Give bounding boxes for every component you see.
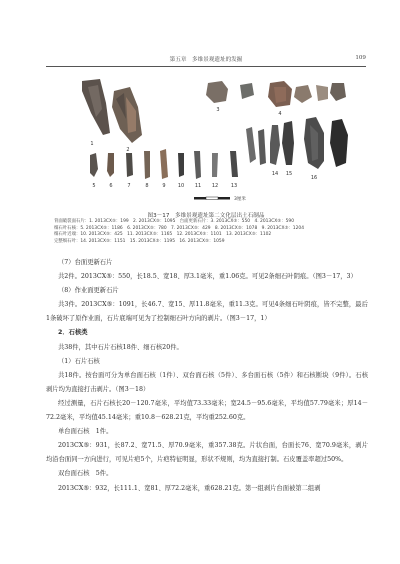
artifact-9-image: [160, 149, 168, 179]
figure-number-label: 16: [310, 175, 318, 181]
chapter-title: 第五章 多维景观遗址的发掘: [169, 57, 243, 63]
paragraph: 经过测量，石片石核长20－120.7毫米，平均值73.33毫米；宽24.5－95.6毫米，平均值57.79毫米；厚14－72.2毫米，平均值45.14毫米；重10.8－628.21克，平均重252.60克。: [46, 399, 368, 422]
paragraph: 2013CX⑤：931，长87.2、宽71.5、厚70.9毫米，重357.38克。片状台面，台面长76、宽70.9毫米，剥片均沿台面同一方向进行，可见片疤5个，片疤特征明显，形状不规则，均为直接打制。石皮覆盖率超过50%。: [46, 442, 368, 464]
figure-note-line: 背面破裂面石片：1. 2013CX⑤：199 2. 2013CX⑤：1095 台面更新石片：3. 2013CX⑤：550 4. 2013CX⑤：590: [54, 219, 294, 224]
artifact-4d-image: [330, 83, 346, 101]
artifact-figure: [56, 73, 356, 213]
paragraph: 共38件，其中石片石核18件、细石核20件。: [58, 343, 183, 351]
figure-note-line: 细石叶近端：10. 2013CX⑤：425 11. 2013CX⑤：1165 12. 2013CX⑤：1101 13. 2013CX⑤：1102: [54, 232, 272, 238]
figure-number-label: 11: [194, 183, 202, 189]
figure-number-label: 2: [126, 147, 130, 153]
figure-note-line: 细石叶石核：5. 2013CX⑤：1186 6. 2013CX⑤：780 7. 2013CX⑤：429 8. 2013CX⑤：1078 9. 2013CX⑤：1204: [54, 225, 304, 231]
figure-number-label: 12: [211, 183, 219, 189]
scale-label: 3厘米: [234, 197, 246, 202]
paragraph: 共3件。2013CX⑤：1091，长46.7、宽15、厚11.8毫米，重11.3克。可见4条细石叶阴痕，皆不完整，最后1条破坏了原作业面，石片底端可见为了控制细石叶方向的剥片。（图3－17，1）: [46, 301, 368, 323]
artifact-4c-image: [316, 85, 328, 101]
scale-bar: [194, 195, 246, 202]
subheading-double-platform: 双台面石核 5件。: [58, 470, 113, 478]
artifact-3b-image: [240, 83, 254, 99]
artifact-7-image: [126, 153, 133, 177]
subheading-flake-cores: （1）石片石核: [58, 357, 100, 365]
artifact-15-image: [282, 121, 294, 165]
figure-number-label: 14: [271, 171, 279, 177]
section-heading-cores: 2．石核类: [58, 329, 88, 337]
figure-number-label: 13: [230, 183, 238, 189]
figure-number-label: 9: [162, 183, 166, 189]
artifact-6-image: [107, 153, 114, 177]
artifact-11-image: [194, 151, 201, 179]
figure-number-label: 1: [90, 141, 94, 147]
page-number: 109: [355, 55, 366, 61]
paragraph: 2013CX⑤：932，长111.1、宽81、厚72.2毫米，重628.21克。第一组剥片台面被第二组剥: [58, 484, 321, 492]
artifact-16b-image: [330, 119, 348, 167]
figure-caption: 图3－17 多维景观遗址第二文化层出土石制品: [147, 213, 265, 219]
figure-number-label: 15: [285, 171, 293, 177]
artifact-8-image: [144, 151, 150, 179]
artifact-3-image: [206, 81, 228, 103]
paragraph: 共2件。2013CX⑤：550，长18.5、宽18、厚3.1毫米，重1.06克。可见2条细石叶阴痕。（图3－17，3）: [58, 273, 357, 281]
artifact-10-image: [178, 153, 184, 177]
figure-number-label: 4: [278, 111, 282, 117]
subheading-face-rejuvenation: （8）作业面更新石片: [58, 287, 119, 295]
artifact-5-image: [90, 153, 98, 177]
subheading-platform-rejuvenation: （7）台面更新石片: [58, 259, 113, 266]
subheading-single-platform: 单台面石核 1件。: [58, 428, 113, 436]
figure-number-label: 5: [92, 183, 96, 189]
figure-notes: [54, 219, 354, 245]
figure-number-label: 3: [216, 107, 220, 113]
artifact-4b-image: [294, 85, 312, 103]
paragraph: 共18件。按台面可分为单台面石核（1件）、双台面石核（5件）、多台面石核（5件）和石核断块（9件）。石核剥片均为直接打击剥片。（图3－18）: [46, 371, 368, 393]
body-text: [46, 256, 368, 496]
figure-number-label: 10: [177, 183, 185, 189]
artifact-14-image: [270, 125, 280, 165]
figure-number-label: 6: [109, 183, 113, 189]
figure-number-label: 8: [145, 183, 149, 189]
figure-number-label: 7: [127, 183, 131, 189]
figure-note-line: 完整细石叶：14. 2013CX⑤：1151 15. 2013CX⑤：1195 16. 2013CX⑤：1059: [54, 238, 225, 244]
artifact-12-image: [212, 153, 218, 177]
header-rule: [46, 66, 366, 67]
artifact-13-image: [230, 151, 238, 177]
